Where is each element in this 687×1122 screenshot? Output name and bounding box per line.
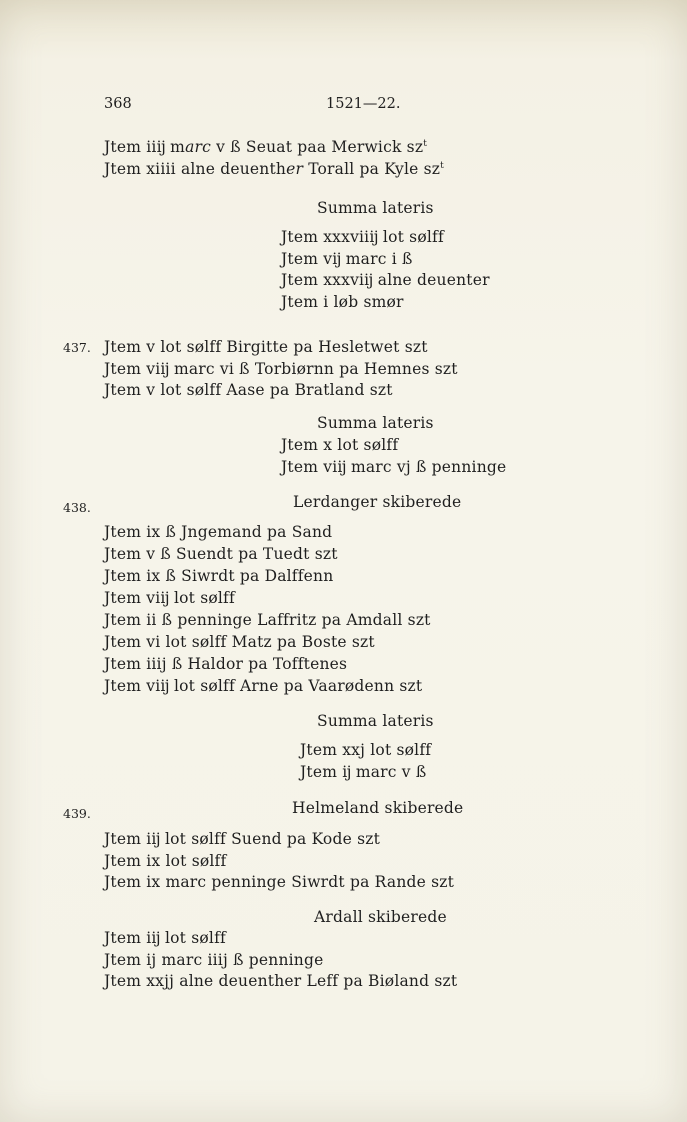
- entry-line: Jtem viĳ lot sølff Arne pa Vaarødenn szt: [104, 677, 423, 695]
- entry-line: Jtem vi lot sølff Matz pa Boste szt: [104, 633, 375, 651]
- entry-line: Jtem viĳ lot sølff: [104, 589, 235, 607]
- year-range: 1521—22.: [326, 96, 401, 112]
- summa-heading: Summa lateris: [317, 712, 434, 730]
- entry-line: Jtem viĳ marc vi ß Torbiørnn pa Hemnes szt: [104, 360, 458, 378]
- section-title: Lerdanger skiberede: [293, 493, 462, 511]
- entry-line: Jtem iiij ß Haldor pa Tofftenes: [104, 655, 348, 673]
- section-title: Helmeland skiberede: [292, 799, 464, 817]
- subsection-title: Ardall skiberede: [314, 908, 447, 926]
- section-number: 437.: [63, 340, 91, 355]
- entry-line: Jtem xiiii alne deuenther Torall pa Kyle $sz^t$: [104, 160, 444, 178]
- summa-line: Jtem viĳ marc vj ß penninge: [281, 458, 507, 476]
- entry-line: Jtem ix marc penninge Siwrdt pa Rande szt: [104, 873, 455, 891]
- summa-line: Jtem ĳ marc v ß: [300, 763, 427, 781]
- entry-line: Jtem ix ß Jngemand pa Sand: [104, 523, 333, 541]
- entry-line: Jtem v ß Suendt pa Tuedt szt: [104, 545, 338, 563]
- summa-line: Jtem vĳ marc i ß: [281, 250, 413, 268]
- summa-heading: Summa lateris: [317, 414, 434, 432]
- summa-line: Jtem xxj lot sølff: [300, 741, 432, 759]
- section-number: 439.: [63, 806, 91, 821]
- entry-line: Jtem xxjj alne deuenther Leff pa Biøland szt: [104, 972, 458, 990]
- summa-line: Jtem xxxviĳ alne deuenter: [281, 271, 490, 289]
- page-number: 368: [104, 96, 132, 112]
- summa-line: Jtem i løb smør: [281, 293, 404, 311]
- entry-line: Jtem iiĳ marc v ß Seuat paa Merwick $sz^t$: [104, 138, 428, 156]
- entry-line: Jtem v lot sølff Aase pa Bratland szt: [104, 381, 393, 399]
- entry-line: Jtem ii ß penninge Laffritz pa Amdall szt: [104, 611, 431, 629]
- entry-line: Jtem iĳ lot sølff Suend pa Kode szt: [104, 830, 381, 848]
- section-number: 438.: [63, 500, 91, 515]
- entry-line: Jtem iĳ lot sølff: [104, 929, 226, 947]
- entry-line: Jtem ix ß Siwrdt pa Dalffenn: [104, 567, 334, 585]
- summa-heading: Summa lateris: [317, 199, 434, 217]
- summa-line: Jtem xxxviiĳ lot sølff: [281, 228, 444, 246]
- summa-line: Jtem x lot sølff: [281, 436, 399, 454]
- entry-line: Jtem v lot sølff Birgitte pa Hesletwet szt: [104, 338, 428, 356]
- entry-line: Jtem ij marc iiij ß penninge: [104, 951, 324, 969]
- entry-line: Jtem ix lot sølff: [104, 852, 227, 870]
